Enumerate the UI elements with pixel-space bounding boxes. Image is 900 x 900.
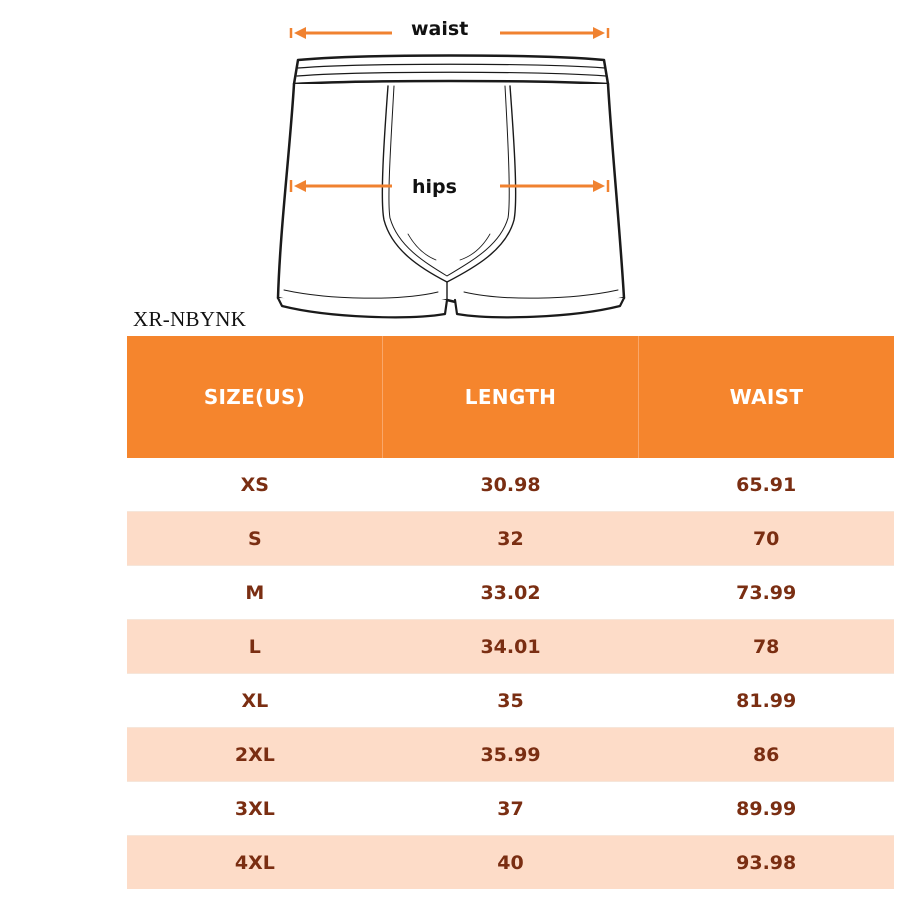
table-row [127,565,894,619]
cell-waist: 93.98 [736,851,797,874]
cell-length: 30.98 [480,473,541,496]
cell-waist: 73.99 [736,581,797,604]
cell-size: 4XL [234,851,275,874]
cell-size: S [247,527,262,550]
boxer-brief-diagram [0,0,900,330]
cell-size: 2XL [234,743,275,766]
cell-length: 37 [497,797,524,820]
cell-size: L [248,635,261,658]
table-row [127,673,894,727]
table-row [127,835,894,889]
cell-length: 40 [497,851,524,874]
product-code: XR-NBYNK [133,307,247,331]
header-length: LENGTH [382,336,638,458]
table-row [127,619,894,673]
cell-length: 34.01 [480,635,541,658]
hips-label: hips [412,176,457,198]
cell-size: XL [241,689,269,712]
cell-waist: 81.99 [736,689,797,712]
header-size: SIZE(US) [203,385,306,409]
table-body [127,458,894,889]
waist-label: waist [411,18,469,40]
cell-length: 35 [497,689,524,712]
cell-size: 3XL [234,797,275,820]
cell-waist: 70 [752,527,780,550]
cell-size: XS [240,473,269,496]
cell-waist: 89.99 [736,797,797,820]
table-row [127,727,894,781]
size-chart-table [127,336,894,889]
cell-waist: 86 [752,743,780,766]
table-row [127,511,894,565]
cell-length: 32 [497,527,524,550]
cell-size: M [245,581,265,604]
table-row [127,781,894,835]
header-waist: WAIST [638,336,894,458]
table-header-row [127,336,894,458]
cell-length: 33.02 [480,581,541,604]
cell-waist: 78 [752,635,780,658]
table-row [127,458,894,511]
cell-length: 35.99 [480,743,541,766]
cell-waist: 65.91 [736,473,797,496]
